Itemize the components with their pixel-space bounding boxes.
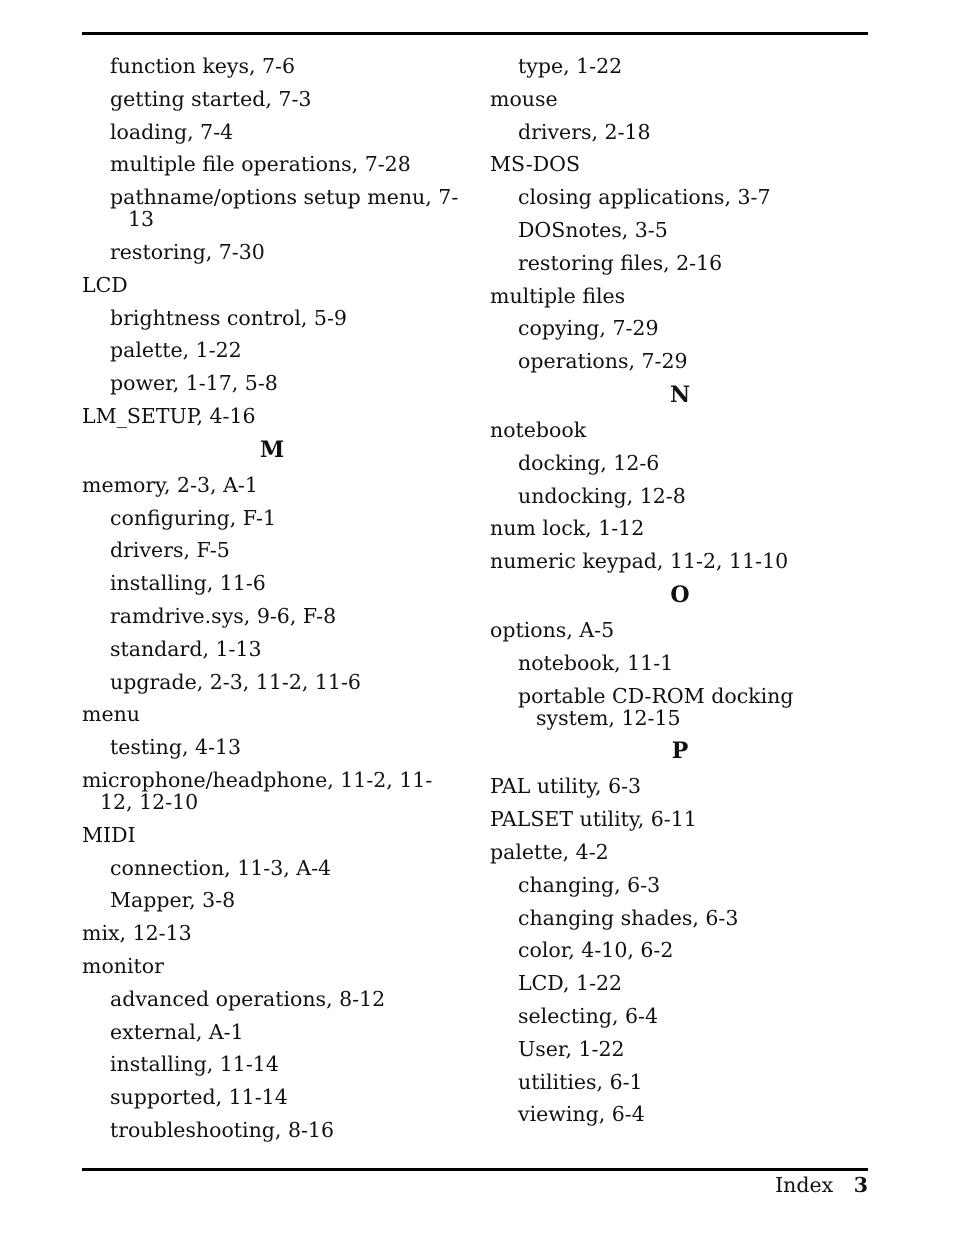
top-rule — [82, 32, 868, 35]
index-entry: memory, 2-3, A-1 — [82, 472, 258, 497]
index-subentry: supported, 11-14 — [110, 1085, 288, 1110]
index-subentry: viewing, 6-4 — [518, 1102, 645, 1127]
index-subentry: changing, 6-3 — [518, 872, 661, 897]
index-entry: multiple files — [490, 283, 626, 308]
index-subentry: palette, 1-22 — [110, 338, 242, 363]
index-subentry: restoring, 7-30 — [110, 239, 265, 264]
index-subentry: loading, 7-4 — [110, 119, 234, 144]
index-subentry: Mapper, 3-8 — [110, 888, 236, 913]
index-subentry: User, 1-22 — [518, 1036, 625, 1061]
page-footer — [775, 1173, 868, 1197]
footer-label: Index — [775, 1173, 834, 1197]
index-entry: notebook — [490, 417, 587, 442]
index-subentry: closing applications, 3-7 — [518, 185, 771, 210]
index-subentry: portable CD-ROM docking system, 12-15 — [518, 683, 794, 730]
index-entry: MIDI — [82, 822, 136, 847]
index-subentry: drivers, 2-18 — [518, 119, 651, 144]
index-left-column — [82, 55, 462, 1152]
index-entry: PALSET utility, 6-11 — [490, 807, 697, 832]
index-entry: PAL utility, 6-3 — [490, 774, 642, 799]
index-subentry: changing shades, 6-3 — [518, 905, 739, 930]
index-entry: MS-DOS — [490, 152, 580, 177]
bottom-rule — [82, 1168, 868, 1171]
index-subentry: function keys, 7-6 — [110, 54, 296, 78]
index-subentry: getting started, 7-3 — [110, 86, 312, 111]
section-letter: O — [670, 581, 690, 608]
index-entry: menu — [82, 702, 140, 727]
index-entry: mix, 12-13 — [82, 921, 192, 946]
index-subentry: operations, 7-29 — [518, 349, 688, 374]
index-subentry: multiple file operations, 7-28 — [110, 152, 411, 177]
index-entry: num lock, 1-12 — [490, 516, 645, 541]
index-subentry: installing, 11-14 — [110, 1052, 279, 1077]
index-subentry: installing, 11-6 — [110, 571, 266, 596]
section-letter: N — [669, 381, 691, 408]
index-entry: numeric keypad, 11-2, 11-10 — [490, 549, 789, 574]
index-subentry: pathname/options setup menu, 7-13 — [110, 185, 459, 232]
index-subentry: connection, 11-3, A-4 — [110, 855, 332, 880]
index-subentry: testing, 4-13 — [110, 735, 242, 760]
index-subentry: brightness control, 5-9 — [110, 305, 347, 330]
index-subentry: troubleshooting, 8-16 — [110, 1117, 335, 1142]
index-right-column — [490, 55, 870, 1136]
index-subentry: configuring, F-1 — [110, 505, 277, 530]
index-subentry: external, A-1 — [110, 1019, 244, 1044]
index-subentry: advanced operations, 8-12 — [110, 986, 386, 1011]
section-letter: M — [259, 436, 285, 463]
index-subentry: utilities, 6-1 — [518, 1069, 643, 1094]
index-entry: LCD — [82, 272, 128, 297]
index-subentry: type, 1-22 — [518, 54, 623, 78]
index-entry: palette, 4-2 — [490, 839, 609, 864]
index-subentry: restoring files, 2-16 — [518, 250, 723, 275]
index-subentry: undocking, 12-8 — [518, 483, 686, 508]
index-subentry: standard, 1-13 — [110, 636, 262, 661]
index-subentry: LCD, 1-22 — [518, 971, 623, 996]
index-subentry: upgrade, 2-3, 11-2, 11-6 — [110, 669, 361, 694]
index-entry: LM_SETUP, 4-16 — [82, 403, 256, 428]
index-entry: microphone/headphone, 11-2, 11-12, 12-10 — [82, 767, 433, 814]
index-subentry: power, 1-17, 5-8 — [110, 371, 278, 396]
index-subentry: copying, 7-29 — [518, 316, 659, 341]
index-subentry: color, 4-10, 6-2 — [518, 938, 674, 963]
index-entry: monitor — [82, 953, 164, 978]
index-subentry: ramdrive.sys, 9-6, F-8 — [110, 603, 337, 628]
index-entry: mouse — [490, 86, 558, 111]
index-subentry: DOSnotes, 3-5 — [518, 217, 668, 242]
index-entry: options, A-5 — [490, 617, 615, 642]
index-subentry: selecting, 6-4 — [518, 1003, 658, 1028]
index-subentry: notebook, 11-1 — [518, 650, 674, 675]
section-letter: P — [671, 738, 689, 765]
index-subentry: docking, 12-6 — [518, 450, 660, 475]
page-number: 3 — [853, 1173, 868, 1197]
index-subentry: drivers, F-5 — [110, 538, 230, 563]
